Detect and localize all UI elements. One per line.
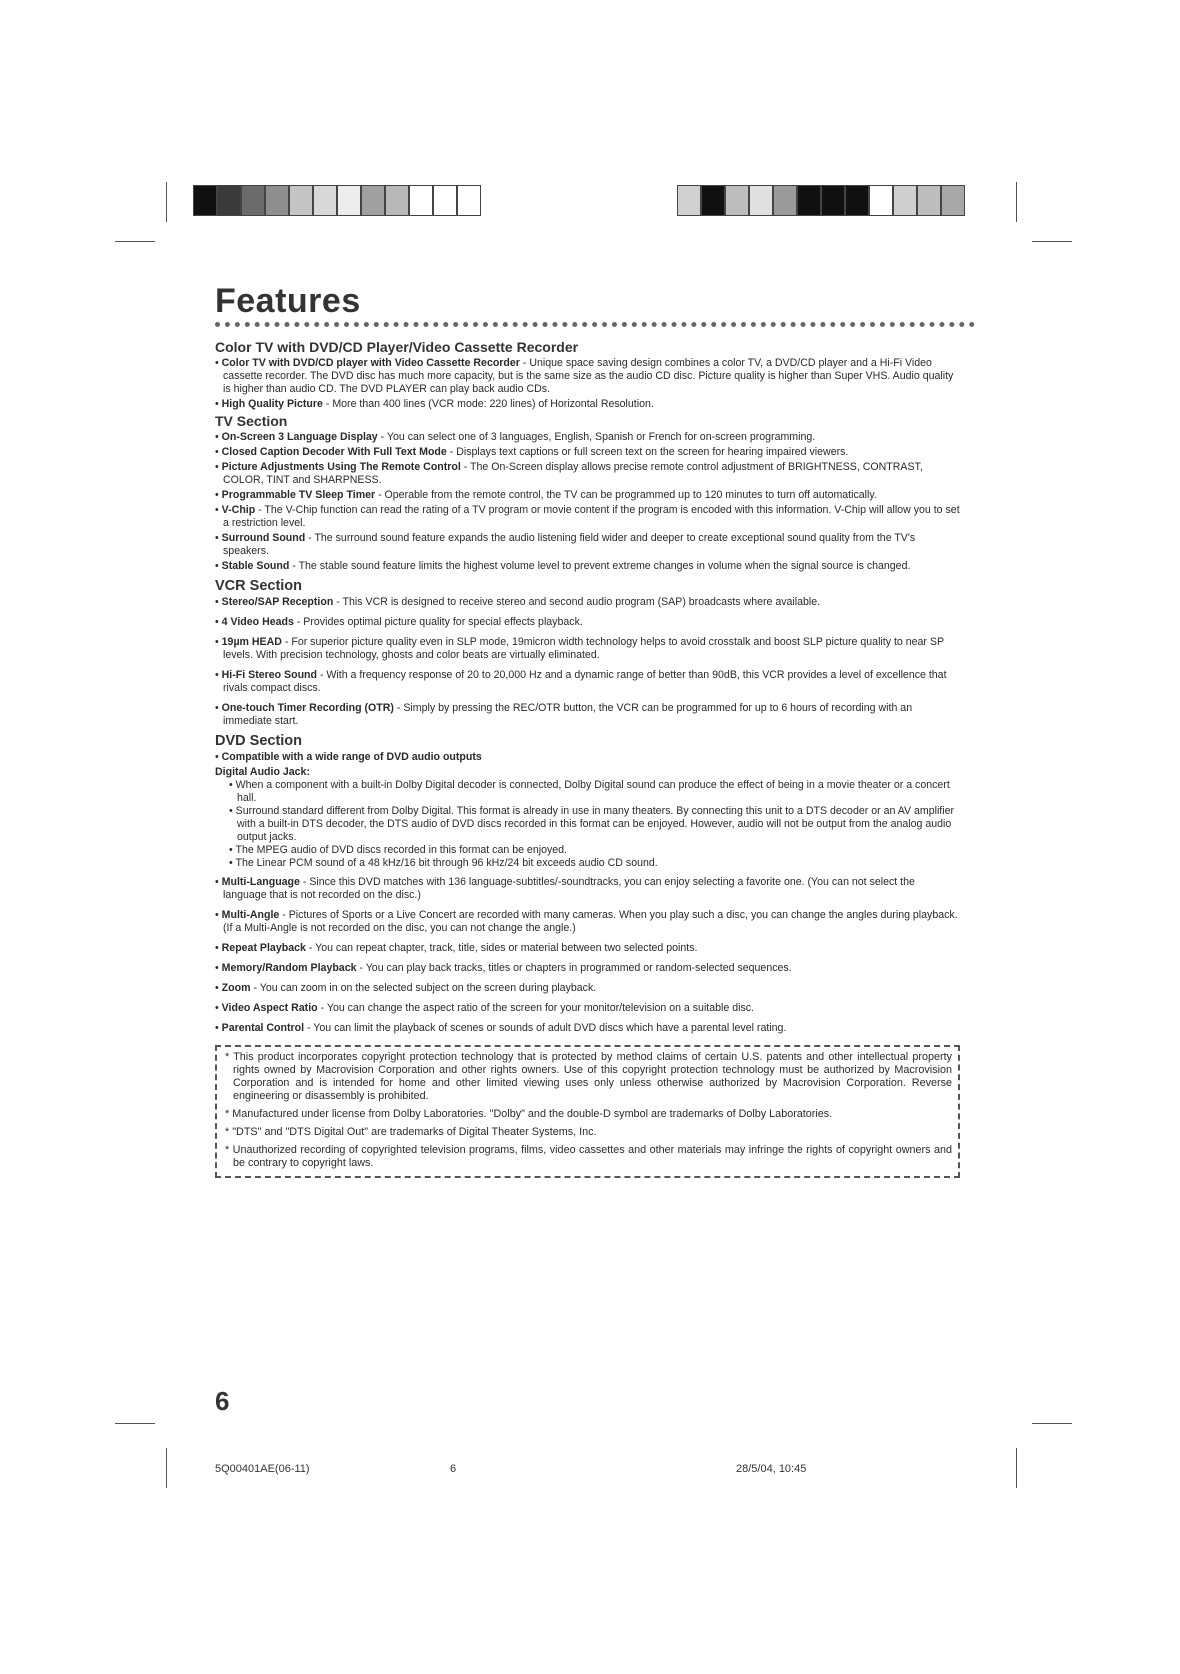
crop-mark — [115, 1423, 155, 1424]
feature-term: V-Chip — [221, 504, 256, 516]
feature-text: - Provides optimal picture quality for special effects playback. — [293, 616, 583, 628]
feature-term: Stereo/SAP Reception — [221, 596, 334, 608]
feature-item: • 4 Video Heads - Provides optimal picture quality for special effects playback. — [215, 616, 583, 628]
sub-item: • Surround standard different from Dolby Digital. This format is already in use in many theaters. By connecting this unit to a DTS decoder or an AV amplifier with a built-in DTS decoder, the DTS audio of DVD discs recorded in this format can be enjoyed. However, audio will not be output from the analog audio output jacks. — [229, 805, 955, 843]
feature-term: Color TV with DVD/CD player with Video Cassette Recorder — [221, 357, 520, 369]
feature-term: 4 Video Heads — [221, 616, 294, 628]
section-heading-color-tv: Color TV with DVD/CD Player/Video Cassette Recorder — [215, 339, 579, 355]
feature-term: One-touch Timer Recording (OTR) — [221, 702, 394, 714]
feature-text: - This VCR is designed to receive stereo and second audio program (SAP) broadcasts where available. — [333, 596, 821, 608]
feature-term: Surround Sound — [221, 532, 306, 544]
feature-text: - The surround sound feature expands the audio listening field wider and deeper to create exceptional sound quality from the TV's speakers. — [223, 532, 916, 557]
feature-item: • Memory/Random Playback - You can play back tracks, titles or chapters in programmed or random-selected sequences. — [215, 962, 792, 974]
footer-page: 6 — [450, 1463, 457, 1475]
page-title: Features — [215, 282, 361, 320]
section-heading-tv: TV Section — [215, 413, 288, 429]
legal-notice-box — [215, 1045, 960, 1178]
feature-item: • Picture Adjustments Using The Remote Control - The On-Screen display allows precise remote control adjustment of BRIGHTNESS, CONTRAST, COLOR, TINT and SHARPNESS. — [215, 461, 923, 486]
feature-text: - For superior picture quality even in SLP mode, 19micron width technology helps to avoid crosstalk and boost SLP picture quality to near SP levels. With precision technology, ghosts and color beats are virtually eliminated. — [223, 636, 944, 661]
feature-text: - You can play back tracks, titles or chapters in programmed or random-selected sequences. — [356, 962, 792, 974]
footer-date: 28/5/04, 10:45 — [736, 1463, 807, 1475]
legal-note: * This product incorporates copyright protection technology that is protected by method claims of certain U.S. patents and other intellectual property rights owned by Macrovision Corporation and other rights owners. Use of this copyright protection technology must be authorized by Macrovision Corporation and is intended for home and other limited viewing uses only unless otherwise authorized by Macrovision Corporation. Reverse engineering or disassembly is prohibited. — [225, 1051, 952, 1102]
crop-mark — [1016, 1448, 1017, 1488]
sub-item-text: When a component with a built-in Dolby Digital decoder is connected, Dolby Digital sound can produce the effect of being in a movie theater or a concert hall. — [235, 779, 950, 804]
feature-text: - Displays text captions or full screen text on the screen for hearing impaired viewers. — [446, 446, 849, 458]
feature-term: Compatible with a wide range of DVD audio outputs — [221, 751, 482, 763]
feature-item: • 19µm HEAD - For superior picture quality even in SLP mode, 19micron width technology helps to avoid crosstalk and boost SLP picture quality to near SP levels. With precision technology, ghosts and color beats are virtually eliminated. — [215, 636, 944, 661]
feature-text: - Simply by pressing the REC/OTR button, the VCR can be programmed for up to 6 hours of recording with an immediate start. — [223, 702, 913, 727]
crop-mark — [1032, 241, 1072, 242]
feature-text: - You can zoom in on the selected subject on the screen during playback. — [250, 982, 597, 994]
sub-item-text: The MPEG audio of DVD discs recorded in this format can be enjoyed. — [235, 844, 567, 856]
color-calibration-bar-right — [677, 185, 965, 216]
feature-item: • Stereo/SAP Reception - This VCR is designed to receive stereo and second audio program (SAP) broadcasts where available. — [215, 596, 821, 608]
feature-item: • Stable Sound - The stable sound feature limits the highest volume level to prevent extreme changes in volume when the signal source is changed. — [215, 560, 911, 572]
sub-item: • When a component with a built-in Dolby Digital decoder is connected, Dolby Digital sound can produce the effect of being in a movie theater or a concert hall. — [229, 779, 950, 804]
feature-term: Closed Caption Decoder With Full Text Mode — [221, 446, 447, 458]
feature-item: • One-touch Timer Recording (OTR) - Simply by pressing the REC/OTR button, the VCR can be programmed for up to 6 hours of recording with an immediate start. — [215, 702, 913, 727]
feature-text: - You can change the aspect ratio of the screen for your monitor/television on a suitable disc. — [317, 1002, 754, 1014]
sub-item-text: Surround standard different from Dolby Digital. This format is already in use in many theaters. By connecting this unit to a DTS decoder or an AV amplifier with a built-in DTS decoder, the DTS audio of DVD discs recorded in this format can be enjoyed. However, audio will not be output from the analog audio output jacks. — [235, 805, 955, 843]
feature-term: Repeat Playback — [221, 942, 306, 954]
crop-mark — [166, 1448, 167, 1488]
legal-note-text: "DTS" and "DTS Digital Out" are trademarks of Digital Theater Systems, Inc. — [232, 1126, 597, 1138]
sub-item: • The Linear PCM sound of a 48 kHz/16 bit through 96 kHz/24 bit exceeds audio CD sound. — [229, 857, 658, 869]
feature-item: • Multi-Language - Since this DVD matches with 136 language-subtitles/-soundtracks, you can enjoy selecting a favorite one. (You can not select the language that is not recorded on the disc.) — [215, 876, 915, 901]
feature-term: On-Screen 3 Language Display — [221, 431, 378, 443]
feature-item: • High Quality Picture - More than 400 lines (VCR mode: 220 lines) of Horizontal Resolution. — [215, 398, 654, 410]
feature-text: - Unique space saving design combines a color TV, a DVD/CD player and a Hi-Fi Video cassette recorder. The DVD disc has much more capacity, but is the same size as the audio CD disc. Picture quality is higher than Super VHS. Audio quality is higher than audio CD. The DVD PLAYER can play back audio CDs. — [223, 357, 954, 395]
feature-item: • Closed Caption Decoder With Full Text Mode - Displays text captions or full screen text on the screen for hearing impaired viewers. — [215, 446, 849, 458]
feature-term: Parental Control — [221, 1022, 305, 1034]
feature-text: - More than 400 lines (VCR mode: 220 lines) of Horizontal Resolution. — [322, 398, 654, 410]
feature-text: - Operable from the remote control, the TV can be programmed up to 120 minutes to turn off automatically. — [375, 489, 877, 501]
feature-item: • Multi-Angle - Pictures of Sports or a Live Concert are recorded with many cameras. When you play such a disc, you can change the angles during playback. (If a Multi-Angle is not recorded on the disc, you can not change the angle.) — [215, 909, 958, 934]
feature-term: Hi-Fi Stereo Sound — [221, 669, 317, 681]
feature-item: • Programmable TV Sleep Timer - Operable from the remote control, the TV can be programmed up to 120 minutes to turn off automatically. — [215, 489, 877, 501]
section-heading-vcr: VCR Section — [215, 578, 303, 594]
legal-note: * Manufactured under license from Dolby Laboratories. "Dolby" and the double-D symbol are trademarks of Dolby Laboratories. — [225, 1108, 833, 1120]
feature-text: - Since this DVD matches with 136 language-subtitles/-soundtracks, you can enjoy selecting a favorite one. (You can not select the language that is not recorded on the disc.) — [223, 876, 915, 901]
feature-item: • Video Aspect Ratio - You can change the aspect ratio of the screen for your monitor/television on a suitable disc. — [215, 1002, 754, 1014]
feature-item: • Color TV with DVD/CD player with Video Cassette Recorder - Unique space saving design combines a color TV, a DVD/CD player and a Hi-Fi Video cassette recorder. The DVD disc has much more capacity, but is the same size as the audio CD disc. Picture quality is higher than Super VHS. Audio quality is higher than audio CD. The DVD PLAYER can play back audio CDs. — [215, 357, 954, 395]
feature-item: • On-Screen 3 Language Display - You can select one of 3 languages, English, Spanish or French for on-screen programming. — [215, 431, 816, 443]
feature-term: 19µm HEAD — [221, 636, 282, 648]
feature-item: • Parental Control - You can limit the playback of scenes or sounds of adult DVD discs which have a parental level rating. — [215, 1022, 787, 1034]
crop-mark — [166, 182, 167, 222]
feature-text: - The stable sound feature limits the highest volume level to prevent extreme changes in volume when the signal source is changed. — [289, 560, 911, 572]
feature-text: - You can limit the playback of scenes or sounds of adult DVD discs which have a parental level rating. — [304, 1022, 787, 1034]
feature-text: - The V-Chip function can read the rating of a TV program or movie content if the program is encoded with this information. V-Chip will allow you to set a restriction level. — [223, 504, 960, 529]
digital-audio-jack-heading: Digital Audio Jack: — [215, 766, 310, 778]
feature-item: • V-Chip - The V-Chip function can read the rating of a TV program or movie content if the program is encoded with this information. V-Chip will allow you to set a restriction level. — [215, 504, 960, 529]
footer-code: 5Q00401AE(06-11) — [215, 1463, 310, 1475]
title-rule — [215, 322, 975, 327]
feature-term: Stable Sound — [221, 560, 290, 572]
feature-term: Zoom — [221, 982, 251, 994]
crop-mark — [1032, 1423, 1072, 1424]
feature-term: Picture Adjustments Using The Remote Control — [221, 461, 461, 473]
feature-text: - You can repeat chapter, track, title, sides or material between two selected points. — [305, 942, 698, 954]
crop-mark — [1016, 182, 1017, 222]
section-heading-dvd: DVD Section — [215, 733, 303, 749]
feature-text: - Pictures of Sports or a Live Concert are recorded with many cameras. When you play such a disc, you can change the angles during playback. (If a Multi-Angle is not recorded on the disc, you can not change the angle.) — [223, 909, 958, 934]
feature-item: • Zoom - You can zoom in on the selected subject on the screen during playback. — [215, 982, 597, 994]
feature-item: • Compatible with a wide range of DVD audio outputs — [215, 751, 482, 763]
feature-term: Memory/Random Playback — [221, 962, 357, 974]
page-number: 6 — [215, 1386, 230, 1416]
legal-note-text: Manufactured under license from Dolby Laboratories. "Dolby" and the double-D symbol are trademarks of Dolby Laboratories. — [232, 1108, 833, 1120]
sub-item-text: The Linear PCM sound of a 48 kHz/16 bit through 96 kHz/24 bit exceeds audio CD sound. — [235, 857, 658, 869]
feature-term: Programmable TV Sleep Timer — [221, 489, 376, 501]
feature-term: Multi-Language — [221, 876, 300, 888]
feature-item: • Hi-Fi Stereo Sound - With a frequency response of 20 to 20,000 Hz and a dynamic range of better than 90dB, this VCR provides a level of excellence that rivals compact discs. — [215, 669, 947, 694]
feature-term: Multi-Angle — [221, 909, 280, 921]
crop-mark — [115, 241, 155, 242]
feature-item: • Surround Sound - The surround sound feature expands the audio listening field wider and deeper to create exceptional sound quality from the TV's speakers. — [215, 532, 916, 557]
legal-note-text: This product incorporates copyright protection technology that is protected by method claims of certain U.S. patents and other intellectual property rights owned by Macrovision Corporation and other rights owners. Use of this copyright protection technology must be authorized by Macrovision Corporation and is intended for home and other limited viewing uses only unless otherwise authorized by Macrovision Corporation. Reverse engineering or disassembly is prohibited. — [233, 1051, 952, 1102]
feature-text: - The On-Screen display allows precise remote control adjustment of BRIGHTNESS, CONTRAST, COLOR, TINT and SHARPNESS. — [223, 461, 923, 486]
feature-term: Video Aspect Ratio — [221, 1002, 318, 1014]
feature-item: • Repeat Playback - You can repeat chapter, track, title, sides or material between two selected points. — [215, 942, 698, 954]
legal-note-text: Unauthorized recording of copyrighted television programs, films, video cassettes and other materials may infringe the rights of copyright owners and be contrary to copyright laws. — [232, 1144, 952, 1169]
sub-item: • The MPEG audio of DVD discs recorded in this format can be enjoyed. — [229, 844, 567, 856]
legal-note: * "DTS" and "DTS Digital Out" are trademarks of Digital Theater Systems, Inc. — [225, 1126, 597, 1138]
feature-term: High Quality Picture — [221, 398, 323, 410]
legal-note: * Unauthorized recording of copyrighted television programs, films, video cassettes and other materials may infringe the rights of copyright owners and be contrary to copyright laws. — [225, 1144, 952, 1169]
features-content — [215, 337, 960, 1178]
feature-text: - You can select one of 3 languages, English, Spanish or French for on-screen programming. — [377, 431, 816, 443]
feature-text: - With a frequency response of 20 to 20,000 Hz and a dynamic range of better than 90dB, this VCR provides a level of excellence that rivals compact discs. — [223, 669, 947, 694]
color-calibration-bar-left — [193, 185, 481, 216]
